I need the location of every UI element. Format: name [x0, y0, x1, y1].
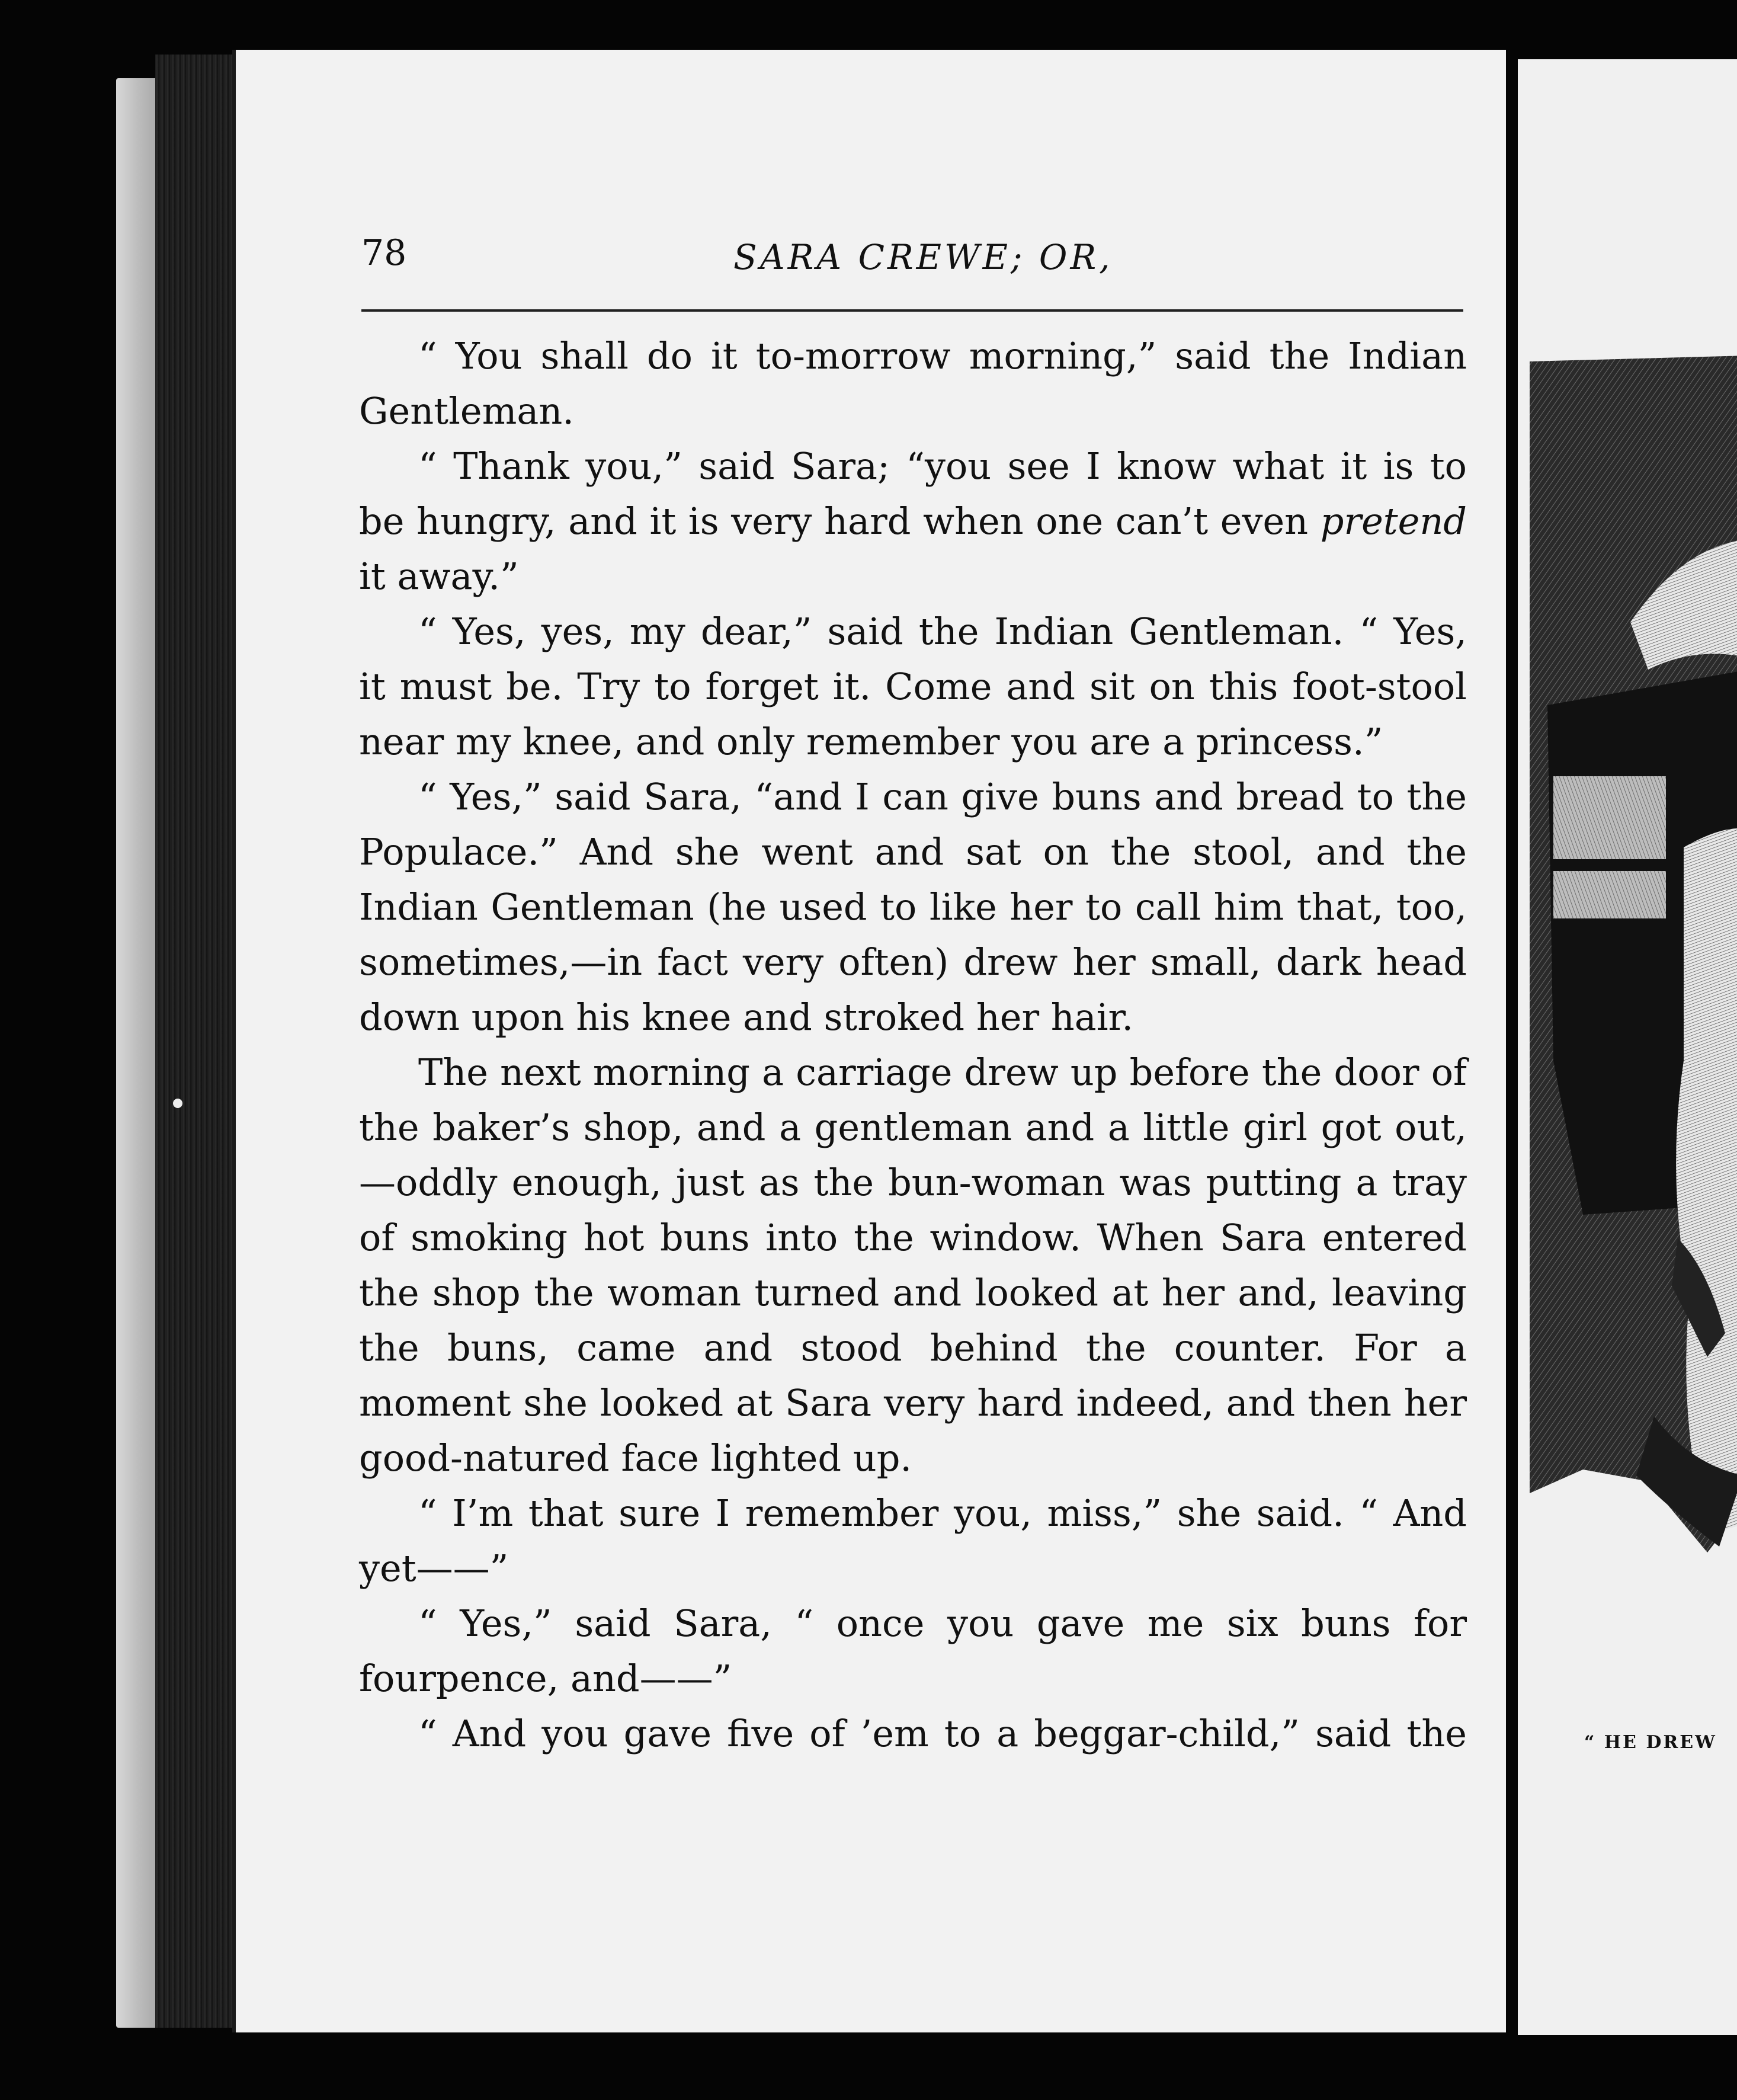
- running-head: SARA CREWE; OR,: [733, 237, 1113, 277]
- scan-speck: [173, 1099, 182, 1108]
- engraving-illustration: [1530, 290, 1737, 1736]
- paragraph: “ Thank you,” said Sara; “you see I know what it is to be hungry, and it is very hard when one can’t even pretend it away.”: [359, 444, 1467, 598]
- body-text: [359, 328, 1467, 1761]
- paragraph: “ Yes,” said Sara, “ once you gave me six buns for fourpence, and——”: [359, 1602, 1467, 1700]
- paragraph: “ Yes,” said Sara, “and I can give buns and bread to the Populace.” And she went and sat on the stool, and the Indian Gentleman (he used to like her to call him that, too, sometimes,—in fact very often) drew her small, dark head down upon his knee and stroked her hair.: [359, 775, 1467, 1039]
- paragraph: “ Yes, yes, my dear,” said the Indian Gentleman. “ Yes, it must be. Try to forget it. Come and sit on this foot-stool near my knee, and only remember you are a princess.”: [359, 610, 1467, 763]
- paragraph: “ I’m that sure I remember you, miss,” she said. “ And yet——”: [359, 1491, 1467, 1590]
- book-spine: [155, 55, 238, 2028]
- emphasis: pretend: [1320, 500, 1467, 543]
- paragraph: The next morning a carriage drew up before the door of the baker’s shop, and a gentleman and a little girl got out,—oddly enough, just as the bun-woman was putting a tray of smoking hot buns into the window. When Sara entered the shop the woman turned and looked at her and, leaving the buns, came and stood behind the counter. For a moment she looked at Sara very hard indeed, and then her good-natured face lighted up.: [359, 1051, 1467, 1480]
- left-page: [232, 50, 1506, 2032]
- header-rule: [361, 309, 1463, 312]
- paragraph: “ And you gave five of ’em to a beggar-child,” said the: [418, 1712, 1467, 1755]
- paragraph: “ You shall do it to-morrow morning,” said the Indian Gentleman.: [359, 334, 1467, 433]
- page-number: 78: [361, 232, 407, 274]
- right-page: [1518, 59, 1737, 2035]
- illustration-caption: “ HE DREW: [1584, 1732, 1717, 1753]
